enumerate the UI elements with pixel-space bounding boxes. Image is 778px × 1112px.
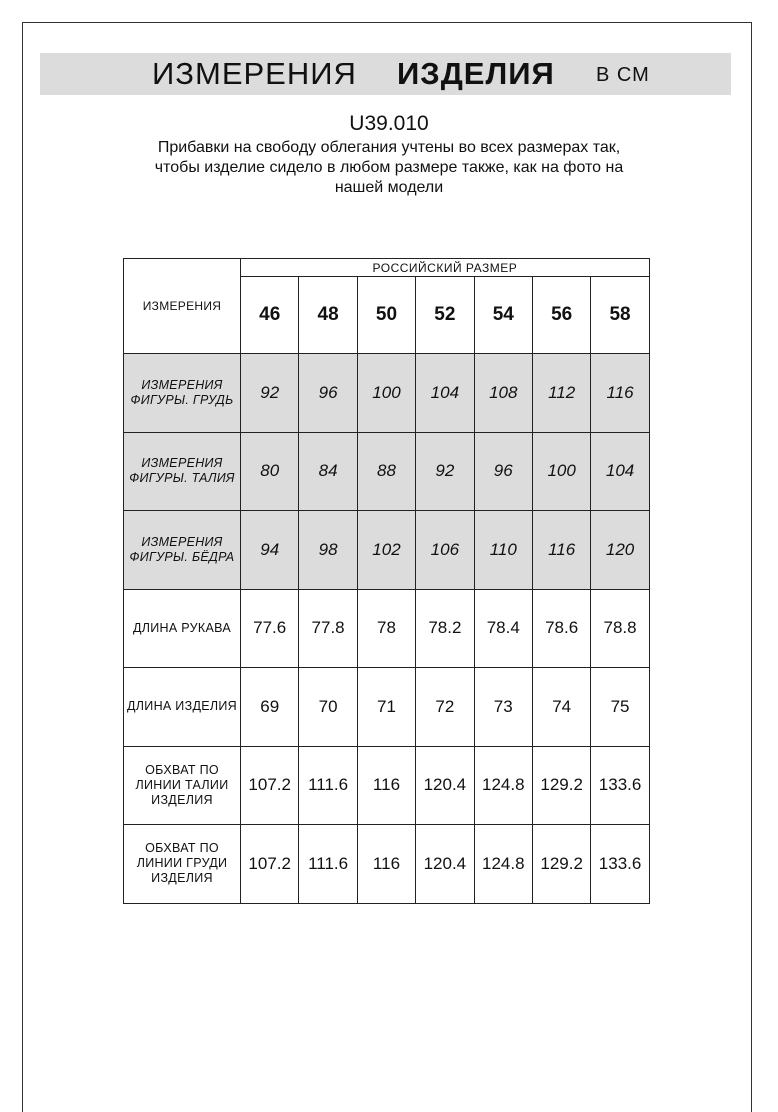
value-cell: 102 [357,511,415,590]
value-cell: 78.2 [416,589,474,668]
value-cell: 116 [591,354,649,433]
value-cell: 111.6 [299,825,357,904]
row-label-line: ЛИНИИ ТАЛИИ [135,777,229,792]
row-label-cell [124,825,241,904]
row-label-line: ИЗДЕЛИЯ [151,871,213,886]
value-cell: 107.2 [241,746,299,825]
value-cell: 133.6 [591,746,649,825]
value-cell: 120.4 [416,825,474,904]
size-header-cell: 52 [416,277,474,354]
value-cell: 92 [241,354,299,433]
value-cell: 129.2 [532,825,590,904]
size-header-cell: 54 [474,277,532,354]
value-cell: 120 [591,511,649,590]
row-label-cell [124,511,241,590]
size-header-cell: 56 [532,277,590,354]
value-cell: 96 [474,432,532,511]
value-cell: 116 [357,825,415,904]
value-cell: 92 [416,432,474,511]
value-cell: 124.8 [474,746,532,825]
fit-note-line: Прибавки на свободу облегания учтены во всех размерах так, [157,139,621,156]
row-label-cell [124,589,241,668]
row-label-line: ОБХВАТ ПО [145,762,219,777]
size-header-cell: 58 [591,277,649,354]
value-cell: 88 [357,432,415,511]
value-cell: 78.4 [474,589,532,668]
measurements-header-cell: ИЗМЕРЕНИЯ [124,259,241,354]
value-cell: 77.8 [299,589,357,668]
row-label-line: ДЛИНА РУКАВА [133,620,231,635]
value-cell: 129.2 [532,746,590,825]
size-chart-table [123,258,650,904]
table-row [124,825,650,904]
row-label-line: ИЗМЕРЕНИЯ [141,456,223,471]
value-cell: 116 [357,746,415,825]
table-row [124,354,650,433]
row-label-line: ИЗМЕРЕНИЯ [141,377,223,392]
row-label-cell [124,432,241,511]
value-cell: 110 [474,511,532,590]
row-label-cell [124,354,241,433]
row-label-line: ФИГУРЫ. ГРУДЬ [130,392,234,407]
value-cell: 78.8 [591,589,649,668]
article-number: U39.010 [349,112,429,135]
value-cell: 116 [532,511,590,590]
table-row [124,432,650,511]
table-row [124,668,650,747]
value-cell: 96 [299,354,357,433]
value-cell: 71 [357,668,415,747]
table-row [124,511,650,590]
fit-note [100,138,678,198]
size-header-cell: 46 [241,277,299,354]
value-cell: 98 [299,511,357,590]
value-cell: 72 [416,668,474,747]
value-cell: 108 [474,354,532,433]
value-cell: 84 [299,432,357,511]
table-row [124,589,650,668]
row-label-line: ЛИНИИ ГРУДИ [136,856,228,871]
size-header-cell: 48 [299,277,357,354]
value-cell: 69 [241,668,299,747]
value-cell: 104 [416,354,474,433]
row-label-line: ИЗДЕЛИЯ [151,792,213,807]
russian-size-header: РОССИЙСКИЙ РАЗМЕР [241,259,650,277]
row-label-cell [124,668,241,747]
value-cell: 106 [416,511,474,590]
fit-note-line: чтобы изделие сидело в любом размере также, как на фото на [154,159,624,176]
value-cell: 104 [591,432,649,511]
value-cell: 124.8 [474,825,532,904]
row-label-cell [124,746,241,825]
value-cell: 74 [532,668,590,747]
size-header-cell: 50 [357,277,415,354]
table-row [124,746,650,825]
value-cell: 94 [241,511,299,590]
row-label-line: ФИГУРЫ. БЁДРА [129,549,235,564]
value-cell: 75 [591,668,649,747]
title-measurements: ИЗМЕРЕНИЯ [152,56,357,91]
row-label-line: ФИГУРЫ. ТАЛИЯ [129,471,235,486]
value-cell: 80 [241,432,299,511]
value-cell: 78 [357,589,415,668]
row-label-line: ИЗМЕРЕНИЯ [141,534,223,549]
value-cell: 107.2 [241,825,299,904]
value-cell: 112 [532,354,590,433]
value-cell: 133.6 [591,825,649,904]
title-garment: ИЗДЕЛИЯ [397,56,555,91]
value-cell: 111.6 [299,746,357,825]
value-cell: 77.6 [241,589,299,668]
value-cell: 73 [474,668,532,747]
row-label-line: ОБХВАТ ПО [145,841,219,856]
row-label-line: ДЛИНА ИЗДЕЛИЯ [127,699,237,714]
value-cell: 100 [532,432,590,511]
title-unit: В СМ [596,64,650,86]
value-cell: 100 [357,354,415,433]
value-cell: 70 [299,668,357,747]
value-cell: 78.6 [532,589,590,668]
fit-note-line: нашей модели [334,179,444,196]
value-cell: 120.4 [416,746,474,825]
